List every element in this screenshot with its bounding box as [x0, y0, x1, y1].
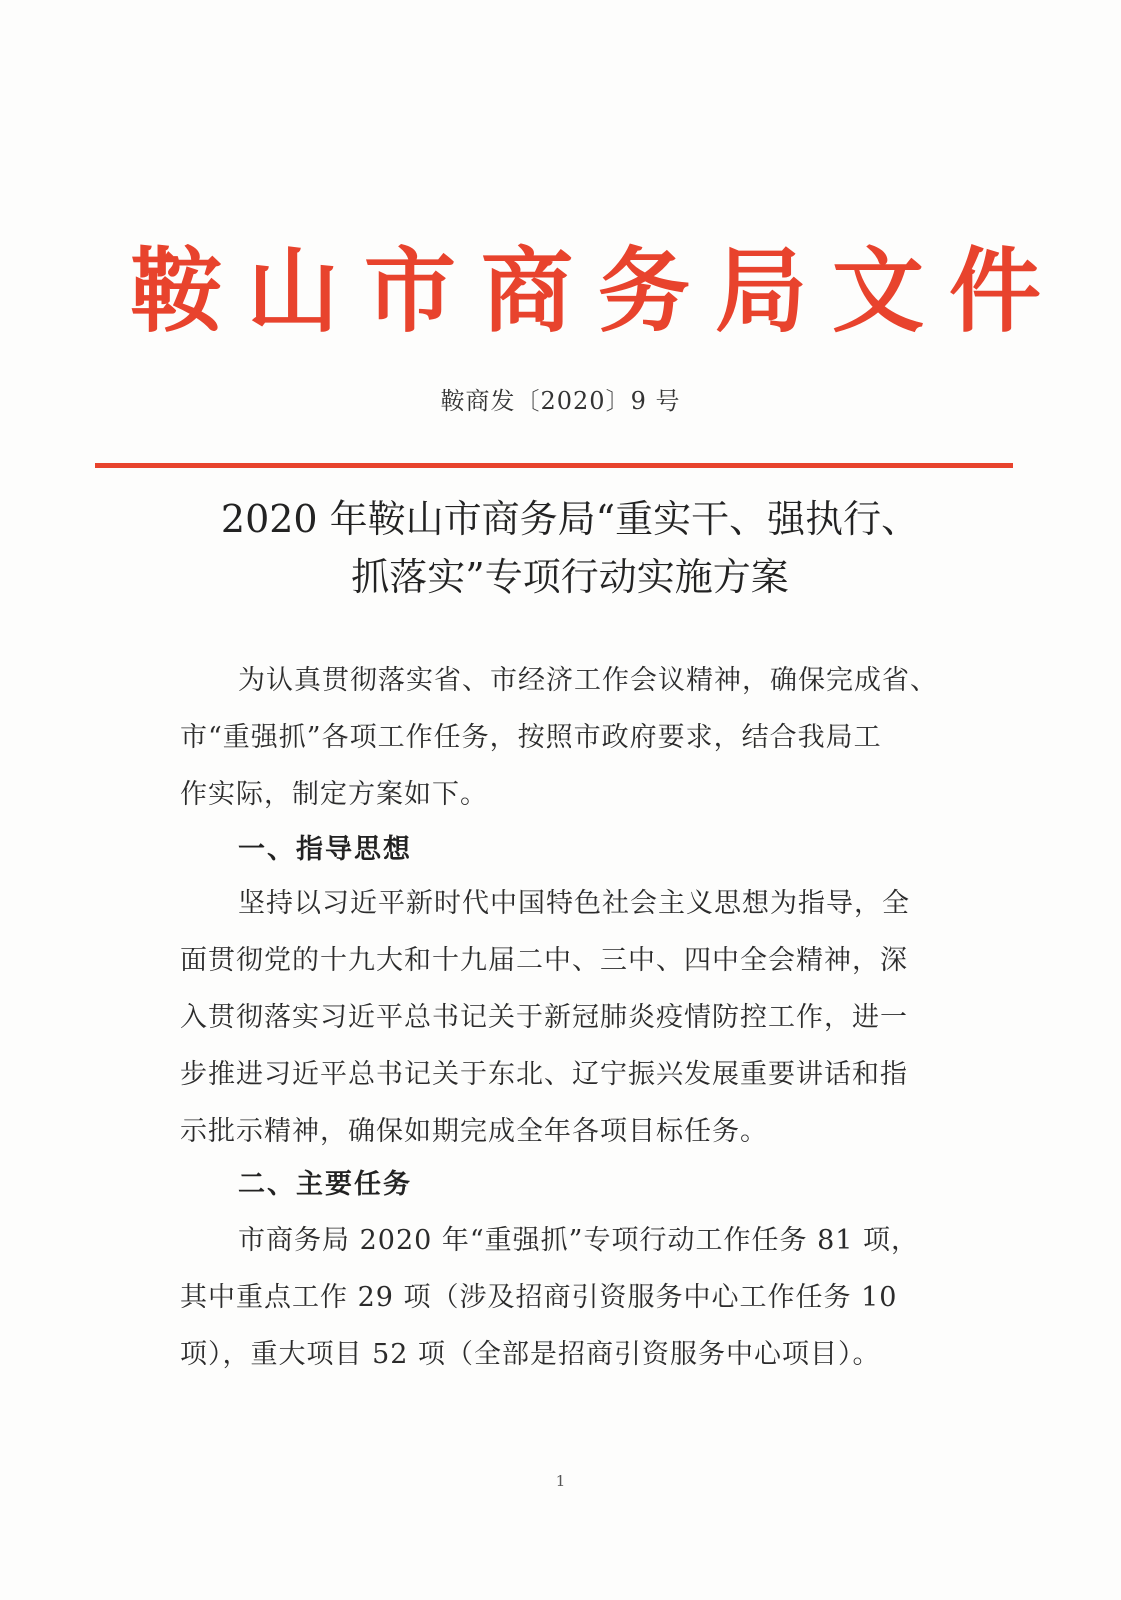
section1-line-4: 步推进习近平总书记关于东北、辽宁振兴发展重要讲话和指: [180, 1059, 908, 1090]
section2-line-2: 其中重点工作 29 项（涉及招商引资服务中心工作任务 10: [180, 1282, 898, 1313]
section-heading-guiding-thought: 一、指导思想: [238, 834, 412, 865]
section-heading-main-tasks: 二、主要任务: [238, 1169, 412, 1200]
title-line-1: 2020 年鞍山市商务局“重实干、强执行、: [220, 497, 920, 541]
section1-line-2: 面贯彻党的十九大和十九届二中、三中、四中全会精神，深: [180, 945, 908, 976]
section1-paragraph: [180, 875, 990, 1160]
intro-line-2: 市“重强抓”各项工作任务，按照市政府要求，结合我局工: [180, 722, 882, 753]
title-line-2: 抓落实”专项行动实施方案: [351, 555, 789, 599]
intro-line-3: 作实际，制定方案如下。: [180, 779, 488, 810]
section1-line-3: 入贯彻落实习近平总书记关于新冠肺炎疫情防控工作，进一: [180, 1002, 908, 1033]
red-separator-line: [95, 463, 1013, 468]
intro-paragraph: [180, 652, 990, 823]
section2-paragraph: [180, 1212, 990, 1383]
document-title: [120, 490, 1020, 606]
section2-line-1: 市商务局 2020 年“重强抓”专项行动工作任务 81 项，: [238, 1225, 920, 1256]
issuer-red-header: 鞍山市商务局文件: [130, 237, 1067, 345]
page-number: 1: [555, 1472, 566, 1490]
section2-line-3: 项），重大项目 52 项（全部是招商引资服务中心项目）。: [180, 1339, 881, 1370]
document-number: 鞍商发〔2020〕9 号: [440, 387, 681, 415]
section1-line-1: 坚持以习近平新时代中国特色社会主义思想为指导，全: [238, 888, 910, 919]
intro-line-1: 为认真贯彻落实省、市经济工作会议精神，确保完成省、: [238, 665, 938, 696]
section1-line-5: 示批示精神，确保如期完成全年各项目标任务。: [180, 1116, 768, 1147]
